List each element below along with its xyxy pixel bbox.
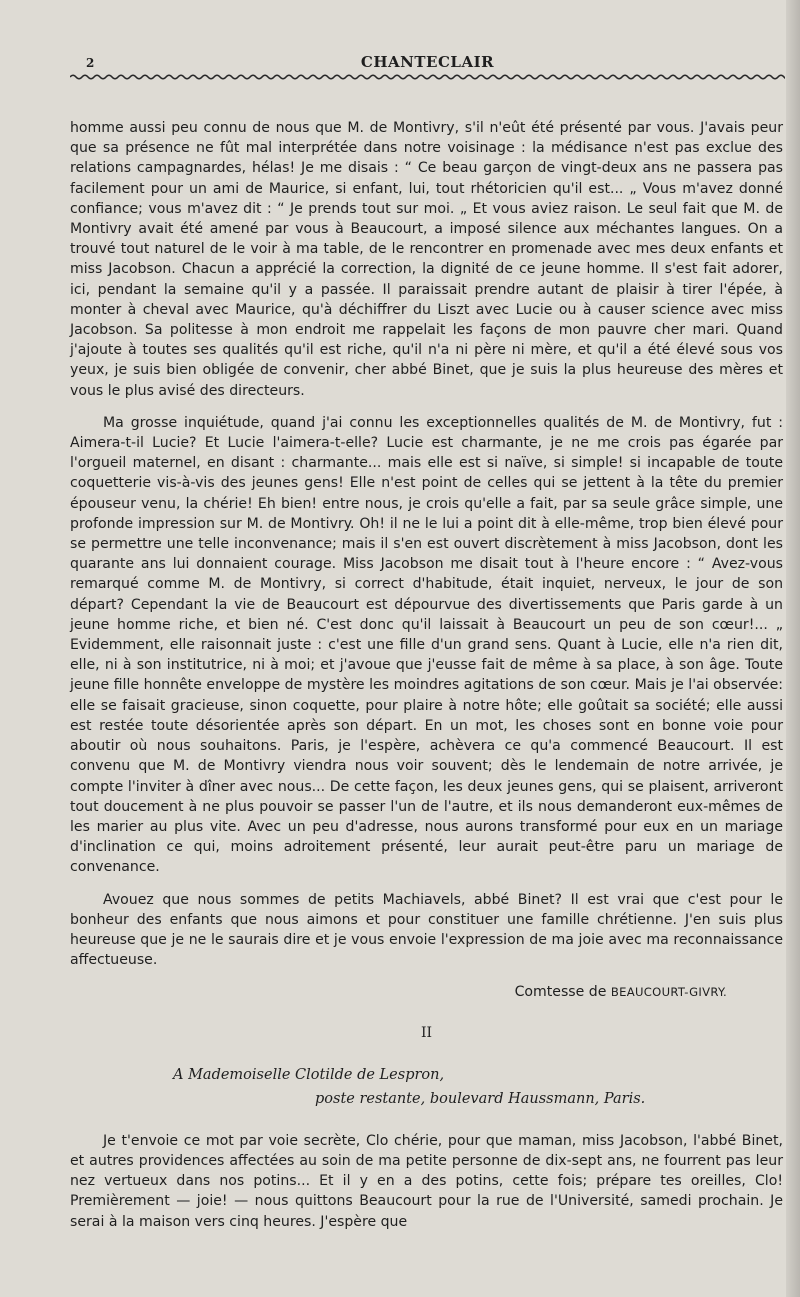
letter1-paragraph-1: homme aussi peu connu de nous que M. de Montivry, s'il n'eût été présenté par vous. J'avais peur que sa présence ne fût mal interprétée dans notre voisinage : la médisance n'est pas exclue des relations campagnardes, hélas! Je me disais : “ Ce beau garçon de vingt-deux ans ne passera pas facilement pour un ami de Maurice, si enfant, lui, tout rhétoricien qu'il est... „ Vous m'avez donné confiance; vous m'avez dit : “ Je prends tout sur moi. „ Et vous aviez raison. Le seul fait que M. de Montivry avait été amené par vous à Beaucourt, a imposé silence aux méchantes langues. On a trouvé tout naturel de le voir à ma table, de le rencontrer en promenade avec mes deux enfants et miss Jacobson. Chacun a apprécié la correction, la dignité de ce jeune homme. Il s'est fait adorer, ici, pendant la semaine qu'il y a passée. Il paraissait prendre autant de plaisir à tirer l'épée, à monter à cheval avec Maurice, qu'à déchiffrer du Liszt avec Lucie ou à causer science avec miss Jacobson. Sa politesse à mon endroit me rappelait les façons de mon pauvre cher mari. Quand j'ajoute à toutes ses qualités qu'il est riche, qu'il n'a ni père ni mère, et qu'il a été élevé sous vos yeux, je suis bien obligée de convenir, cher abbé Binet, que je suis la plus heureuse des mères et vous le plus avisé des directeurs. — [70, 120, 783, 399]
page-header — [70, 50, 785, 84]
address-line-1: A Mademoiselle Clotilde de Lespron, — [173, 1066, 445, 1083]
address-line-2: poste restante, boulevard Haussmann, Paris. — [315, 1090, 646, 1107]
signature-prefix: Comtesse de — [514, 984, 611, 1001]
page-number: 2 — [86, 56, 95, 70]
article-body — [70, 118, 783, 1244]
wavy-rule — [70, 72, 785, 82]
section-number: II — [420, 1024, 433, 1041]
letter1-paragraph-2: Ma grosse inquiétude, quand j'ai connu les exceptionnelles qualités de M. de Montivry, fut : Aimera-t-il Lucie? Et Lucie l'aimera-t-elle? Lucie est charmante, je ne me crois pas égarée par l'orgueil maternel, en disant : charmante... mais elle est si naïve, si simple! si incapable de toute coquetterie vis-à-vis des jeunes gens! Elle n'est point de celles qui se jettent à la tête du premier épouseur venu, la chérie! Eh bien! entre nous, je crois qu'elle a fait, par sa seule grâce simple, une profonde impression sur M. de Montivry. Oh! il ne le lui a point dit à elle-même, trop bien élevé pour se permettre une telle inconvenance; mais il s'en est ouvert discrètement à miss Jacobson, dont les quarante ans lui donnaient courage. Miss Jacobson me disait tout à l'heure encore : “ Avez-vous remarqué comme M. de Montivry, si correct d'habitude, était inquiet, nerveux, le jour de son départ? Cependant la vie de Beaucourt est dépourvue des divertissements que Paris garde à un jeune homme riche, et bien né. C'est donc qu'il laissait à Beaucourt un peu de son cœur!... „ Evidemment, elle raisonnait juste : c'est une fille d'un grand sens. Quant à Lucie, elle n'a rien dit, elle, ni à son institutrice, ni à moi; et j'avoue que j'eusse fait de même à sa place, à son âge. Toute jeune fille honnête enveloppe de mystère les moindres agitations de son cœur. Mais je l'ai observée: elle se faisait gracieuse, sinon coquette, pour plaire à notre hôte; elle goûtait sa société; elle aussi est restée toute désorientée après son départ. En un mot, les choses sont en bonne voie pour aboutir où nous souhaitons. Paris, je l'espère, achèvera ce qu'a commencé Beaucourt. Il est convenu que M. de Montivry viendra nous voir souvent; dès le lendemain de notre arrivée, je compte l'inviter à dîner avec nous... De cette façon, les deux jeunes gens, qui se plaisent, arriveront tout doucement à ne plus pouvoir se passer l'un de l'autre, et ils nous demanderont eux-mêmes de les marier au plus vite. Avec un peu d'adresse, nous aurons transformé pour eux en un mariage d'inclination ce qui, moins adroitement présenté, leur aurait peut-être paru un mariage de convenance. — [70, 414, 783, 876]
signature — [70, 982, 783, 1002]
letter2-paragraph-1: Je t'envoie ce mot par voie secrète, Clo chérie, pour que maman, miss Jacobson, l'abbé Binet, et autres providences affectées au soin de ma petite personne de dix-sept ans, ne fourrent pas leur nez vertueux dans nos potins... Et il y en a des potins, cette fois; prépare tes oreilles, Clo! Premièrement — joie! — nous quittons Beaucourt pour la rue de l'Université, samedi prochain. Je serai à la maison vers cinq heures. J'espère que — [70, 1132, 783, 1230]
letter1-paragraph-3: Avouez que nous sommes de petits Machiavels, abbé Binet? Il est vrai que c'est pour le bonheur des enfants que nous aimons et pour constituer une famille chrétienne. J'en suis plus heureuse que je ne le saurais dire et je vous envoie l'expression de ma joie avec ma reconnaissance affectueuse. — [70, 891, 783, 969]
page-edge-shadow — [786, 0, 800, 1297]
running-title: CHANTECLAIR — [360, 53, 495, 71]
signature-name: BEAUCOURT-GIVRY. — [610, 985, 727, 1000]
